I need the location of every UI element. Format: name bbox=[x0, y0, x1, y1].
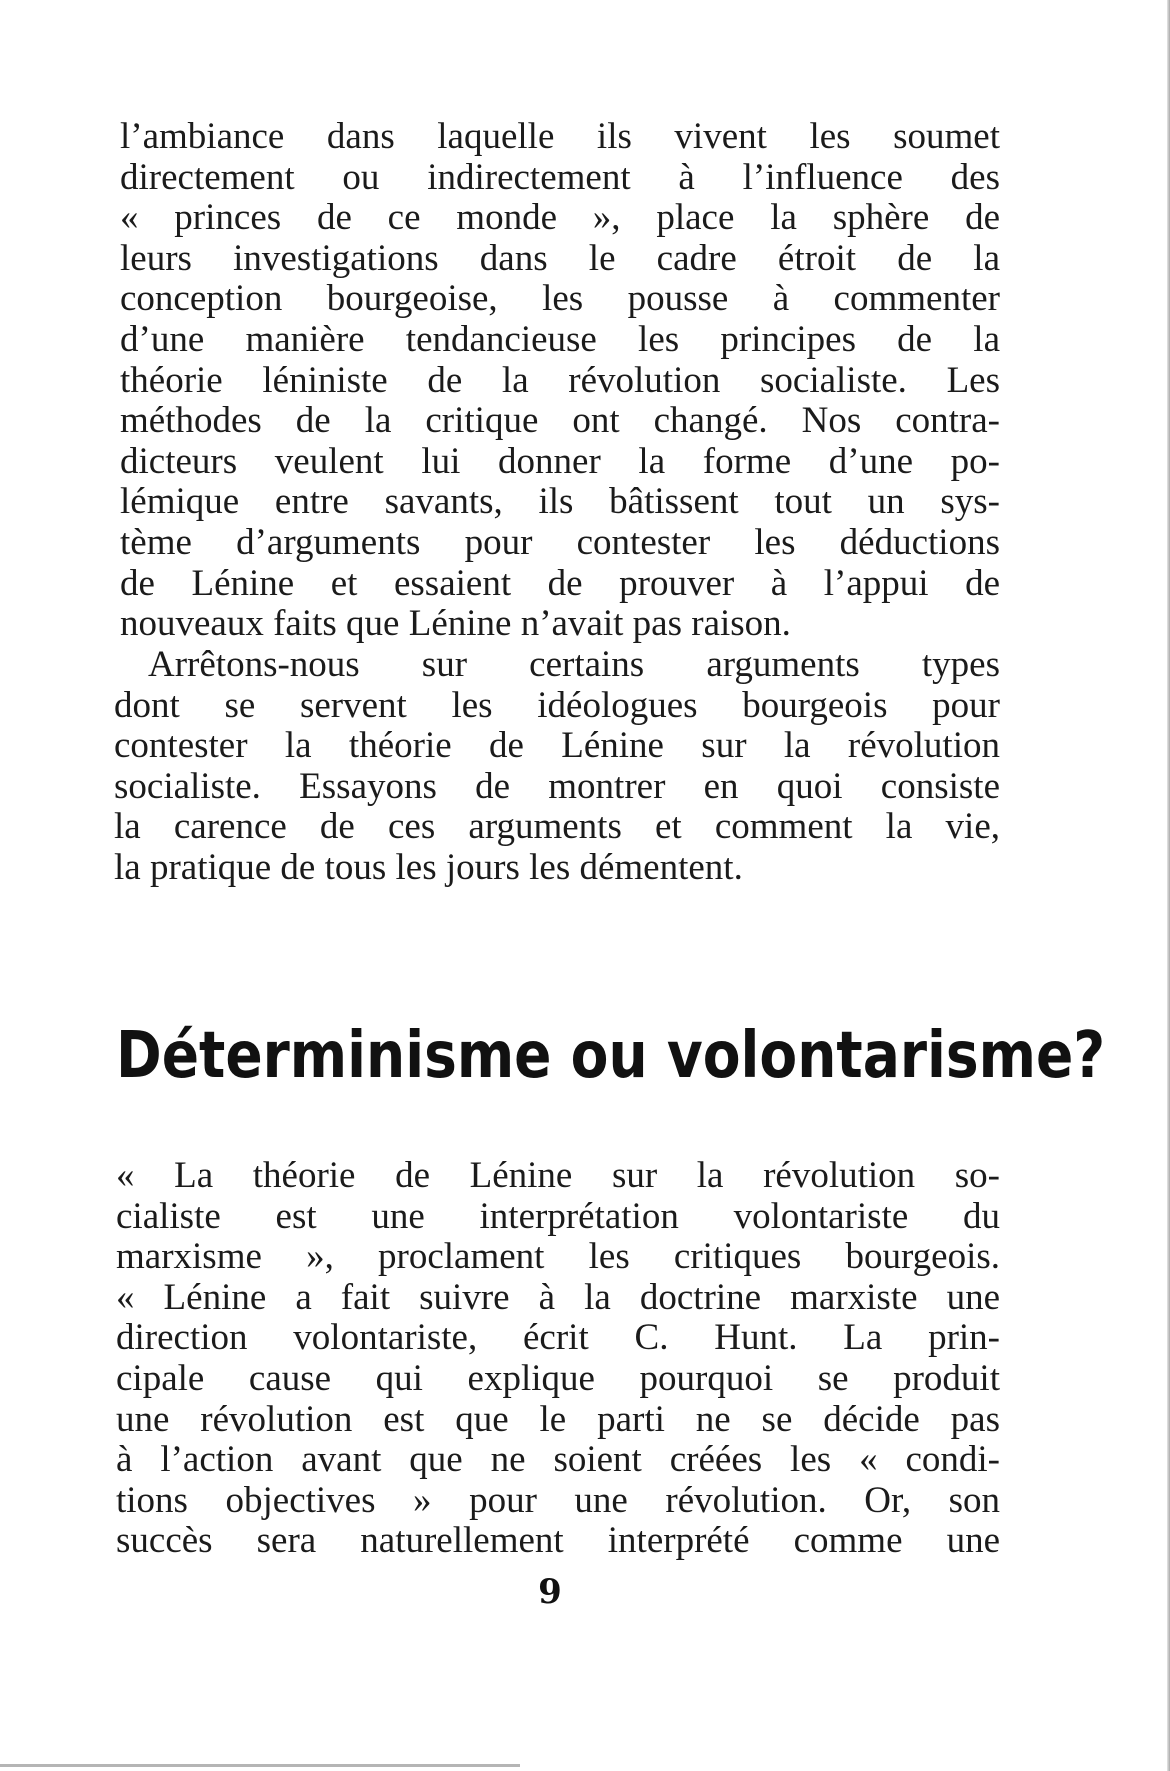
text-line: une révolution est que le parti ne se décide pas bbox=[116, 1398, 1000, 1440]
paragraph-arguments bbox=[114, 644, 1000, 889]
text-line: Arrêtons-nous sur certains arguments types bbox=[148, 644, 1000, 685]
text-line: nouveaux faits que Lénine n’avait pas raison. bbox=[120, 603, 791, 645]
text-line: direction volontariste, écrit C. Hunt. La prin- bbox=[116, 1317, 1000, 1359]
text-line: cialiste est une interprétation volontariste du bbox=[116, 1195, 1000, 1237]
text-line: « La théorie de Lénine sur la révolution so- bbox=[116, 1155, 1000, 1196]
text-line: contester la théorie de Lénine sur la révolution bbox=[114, 725, 1000, 767]
section-heading: Déterminisme ou volontarisme? bbox=[116, 1019, 1106, 1093]
paragraph-ambiance bbox=[120, 117, 1000, 645]
text-line: lémique entre savants, ils bâtissent tout un sys- bbox=[120, 481, 1000, 523]
text-line: succès sera naturellement interprété comme une bbox=[116, 1520, 1000, 1562]
page-edge-bottom bbox=[0, 1764, 520, 1767]
text-line: dont se servent les idéologues bourgeois pour bbox=[114, 684, 1000, 726]
text-line: à l’action avant que ne soient créées les « condi- bbox=[116, 1439, 1000, 1481]
text-line: l’ambiance dans laquelle ils vivent les soumet bbox=[120, 116, 1000, 157]
text-line: socialiste. Essayons de montrer en quoi consiste bbox=[114, 765, 1000, 807]
text-line: tions objectives » pour une révolution. Or, son bbox=[116, 1479, 1000, 1521]
text-line: de Lénine et essaient de prouver à l’appui de bbox=[120, 562, 1000, 604]
page-number: 9 bbox=[538, 1572, 562, 1612]
text-line: théorie léniniste de la révolution socialiste. Les bbox=[120, 359, 1000, 401]
text-line: la pratique de tous les jours les démentent. bbox=[114, 846, 743, 888]
text-line: « princes de ce monde », place la sphère de bbox=[120, 197, 1000, 239]
text-line: leurs investigations dans le cadre étroit de la bbox=[120, 237, 1000, 279]
text-line: marxisme », proclament les critiques bourgeois. bbox=[116, 1236, 1000, 1278]
text-line: la carence de ces arguments et comment la vie, bbox=[114, 806, 1000, 848]
text-line: dicteurs veulent lui donner la forme d’une po- bbox=[120, 440, 1000, 482]
text-line: « Lénine a fait suivre à la doctrine marxiste une bbox=[116, 1276, 1000, 1318]
paragraph-quote-hunt bbox=[116, 1155, 1000, 1562]
text-line: d’une manière tendancieuse les principes de la bbox=[120, 318, 1000, 360]
text-line: directement ou indirectement à l’influence des bbox=[120, 156, 1000, 198]
text-line: conception bourgeoise, les pousse à commenter bbox=[120, 278, 1000, 320]
text-line: méthodes de la critique ont changé. Nos contra- bbox=[120, 400, 1000, 442]
text-line: tème d’arguments pour contester les déductions bbox=[120, 521, 1000, 563]
text-line: cipale cause qui explique pourquoi se produit bbox=[116, 1357, 1000, 1399]
